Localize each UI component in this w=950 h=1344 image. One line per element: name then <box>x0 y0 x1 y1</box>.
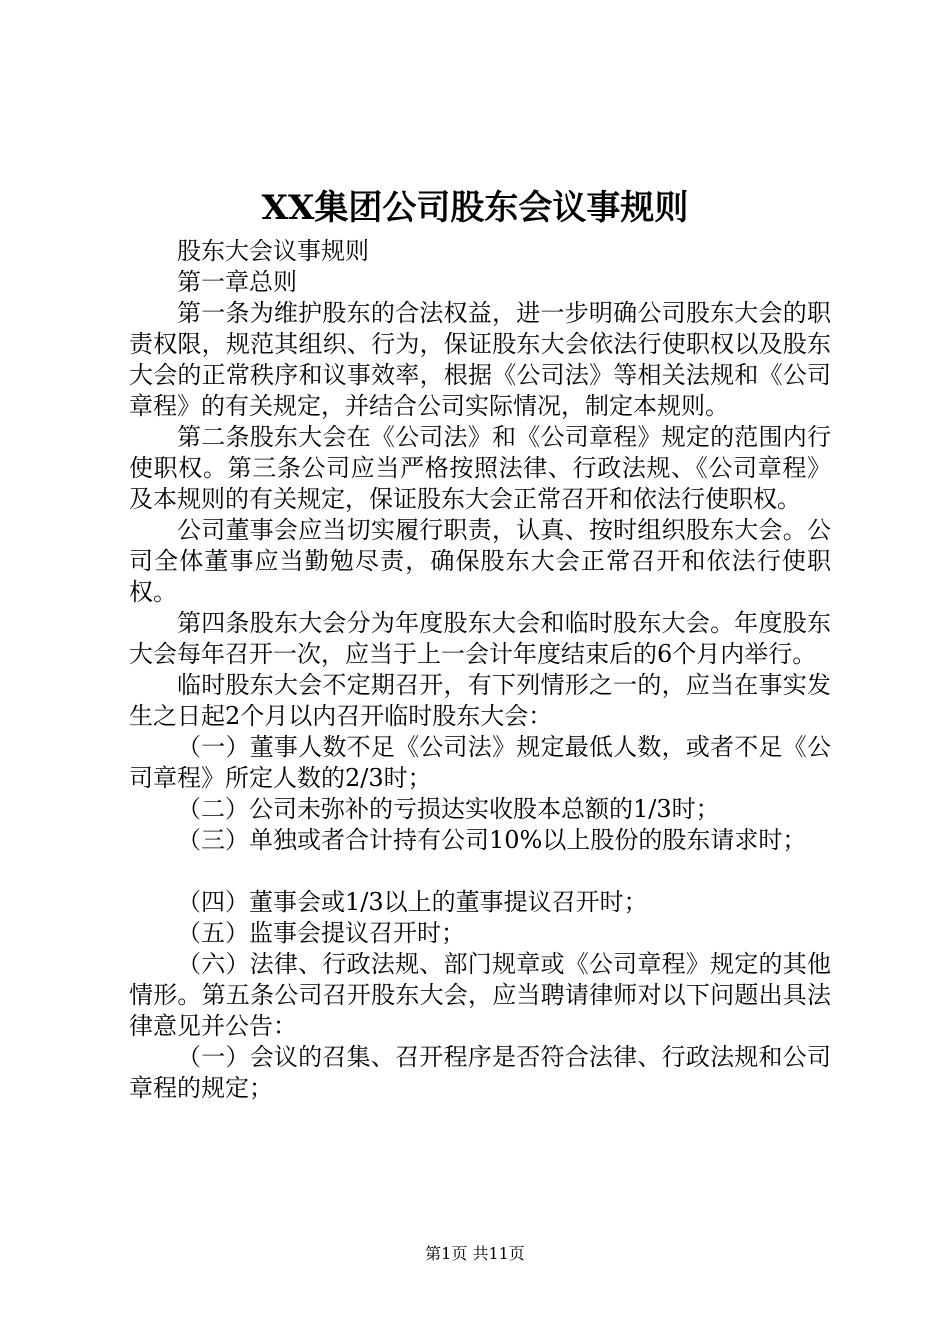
paragraph: （二）公司未弥补的亏损达实收股本总额的1/3时； <box>177 795 720 823</box>
paragraph: 第一条为维护股东的合法权益，进一步明确公司股东大会的职责权限，规范其组织、行为，保证股东大会依法行使职权以及股东大会的正常秩序和议事效率，根据《公司法》等相关法规和《公司章程》的有关规定，并结合公司实际情况，制定本规则。 <box>129 299 831 420</box>
document-body <box>129 236 831 1104</box>
paragraph: 第一章总则 <box>177 268 297 296</box>
paragraph: （一）董事人数不足《公司法》规定最低人数，或者不足《公司章程》所定人数的2/3时； <box>129 733 831 792</box>
paragraph: 股东大会议事规则 <box>177 237 369 265</box>
paragraph: 临时股东大会不定期召开，有下列情形之一的，应当在事实发生之日起2个月以内召开临时股东大会： <box>129 671 831 730</box>
document-title: XX集团公司股东会议事规则 <box>261 188 689 228</box>
paragraph: 第四条股东大会分为年度股东大会和临时股东大会。年度股东大会每年召开一次，应当于上一会计年度结束后的6个月内举行。 <box>129 609 831 668</box>
paragraph: 第二条股东大会在《公司法》和《公司章程》规定的范围内行使职权。第三条公司应当严格按照法律、行政法规、《公司章程》及本规则的有关规定，保证股东大会正常召开和依法行使职权。 <box>129 423 831 513</box>
paragraph: （六）法律、行政法规、部门规章或《公司章程》规定的其他情形。第五条公司召开股东大会，应当聘请律师对以下问题出具法律意见并公告： <box>129 950 831 1040</box>
paragraph: 公司董事会应当切实履行职责，认真、按时组织股东大会。公司全体董事应当勤勉尽责，确保股东大会正常召开和依法行使职权。 <box>129 516 831 606</box>
paragraph: （四）董事会或1/3以上的董事提议召开时； <box>177 888 648 916</box>
paragraph: （一）会议的召集、召开程序是否符合法律、行政法规和公司章程的规定； <box>129 1043 831 1102</box>
paragraph: （三）单独或者合计持有公司10%以上股份的股东请求时； <box>177 826 807 854</box>
page-indicator: 第1页 共11页 <box>425 1244 525 1263</box>
paragraph: （五）监事会提议召开时； <box>177 919 465 947</box>
